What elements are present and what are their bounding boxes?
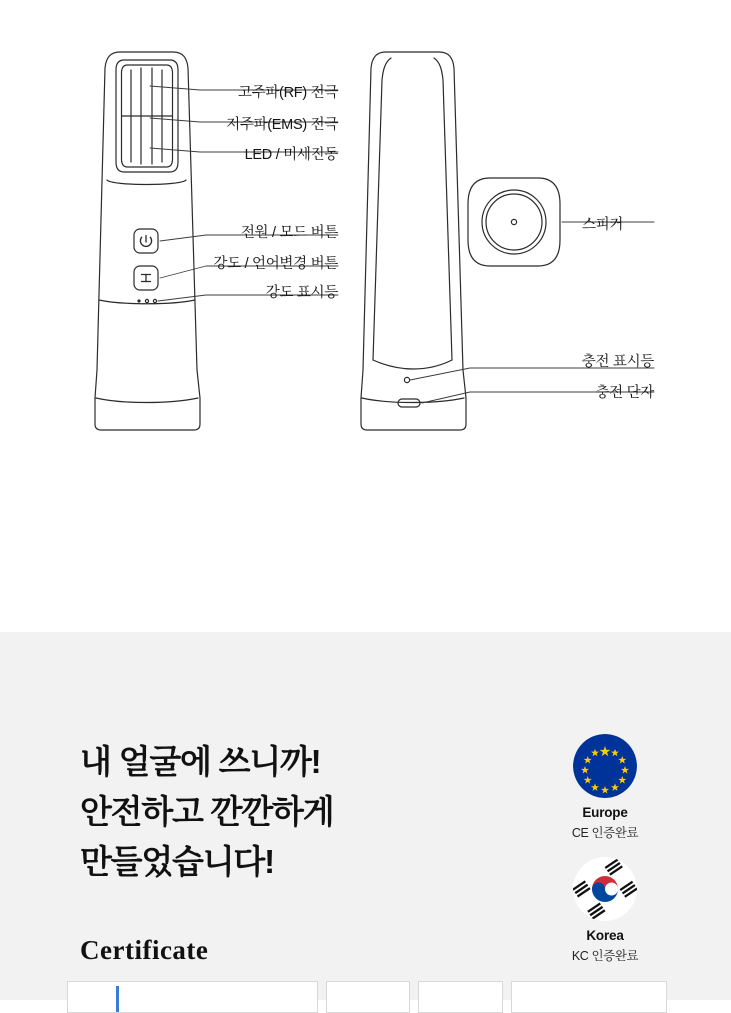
- callout-ems-electrode: 저주파(EMS) 전극: [226, 117, 338, 133]
- certificate-thumbnail[interactable]: [326, 981, 410, 1013]
- certificate-thumbnail[interactable]: [418, 981, 502, 1013]
- callout-charging-indicator: 충전 표시등: [581, 354, 654, 370]
- badge-korea: [572, 857, 638, 964]
- badge-europe: [572, 734, 638, 841]
- callout-rf-electrode: 고주파(RF) 전극: [237, 85, 338, 101]
- certificate-title: Certificate: [80, 935, 209, 965]
- eu-flag-icon: [573, 734, 637, 798]
- badge-europe-name: Europe: [582, 805, 628, 820]
- callout-power-mode-button: 전원 / 모드 버튼: [240, 225, 338, 241]
- headline-line-2: 안전하고 깐깐하게: [80, 793, 334, 831]
- certificate-thumbnail[interactable]: [67, 981, 318, 1013]
- certificate-accent-bar: [116, 986, 119, 1012]
- headline-line-3: 만들었습니다!: [80, 843, 274, 881]
- callout-charging-port: 충전 단자: [595, 385, 654, 401]
- certificate-section: [0, 632, 731, 1000]
- promo-headline: [80, 737, 333, 887]
- badge-korea-sub: KC 인증완료: [571, 949, 639, 963]
- callout-led-vibration: LED / 미세진동: [244, 147, 338, 163]
- certification-badges: [545, 734, 665, 964]
- badge-europe-sub: CE 인증완료: [571, 826, 639, 840]
- headline-line-1: 내 얼굴에 쓰니까!: [80, 743, 321, 780]
- badge-korea-name: Korea: [586, 928, 624, 943]
- callout-intensity-indicator: 강도 표시등: [265, 285, 338, 301]
- callout-intensity-language-button: 강도 / 언어변경 버튼: [213, 256, 338, 272]
- certificate-thumbnails: [67, 981, 667, 1011]
- certificate-thumbnail[interactable]: [511, 981, 667, 1013]
- korea-flag-icon: [573, 857, 637, 921]
- callout-speaker: 스피커: [582, 217, 624, 233]
